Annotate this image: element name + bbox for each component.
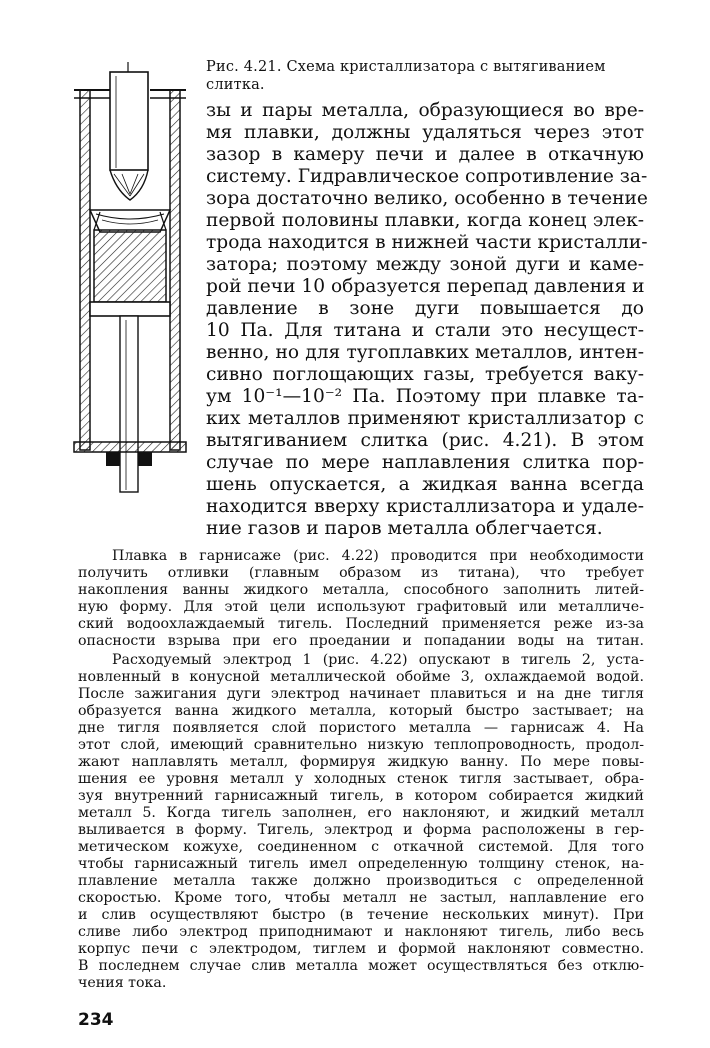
piston-rod — [120, 316, 138, 492]
text-line: образуется ванна жидкого металла, который быстро застывает; на — [78, 703, 644, 719]
text-line: зуя внутренний гарнисажный тигель, в котором собирается жидкий — [78, 788, 644, 804]
text-line: накопления ванны жидкого металла, способного заполнить литей- — [78, 582, 644, 598]
text-line: находится вверху кристаллизатора и удале- — [206, 496, 644, 517]
text-line: чтобы гарнисажный тигель имел определенную толщину стенок, на- — [78, 856, 644, 872]
crystallizer-figure — [66, 62, 194, 502]
text-line: случае по мере наплавления слитка пор- — [206, 452, 644, 473]
liquid-pool — [90, 210, 170, 232]
text-line: зы и пары металла, образующиеся во вре- — [206, 100, 644, 121]
text-line: шения ее уровня металл у холодных стенок тигля застывает, обра- — [78, 771, 644, 787]
text-line: сливе либо электрод приподнимают и наклоняют тигель, либо весь — [78, 924, 644, 940]
text-line: сивно поглощающих газы, требуется ваку- — [206, 364, 644, 385]
crystallizer-diagram — [66, 62, 194, 502]
seal-right — [138, 452, 152, 466]
page-number: 234 — [78, 1010, 114, 1030]
seal-left — [106, 452, 120, 466]
text-line: метическом кожухе, соединенном с откачной системой. Для того — [78, 839, 644, 855]
text-line: жают наплавлять металл, формируя жидкую ванну. По мере повы- — [78, 754, 644, 770]
text-line: получить отливки (главным образом из титана), что требует — [78, 565, 644, 581]
text-line: корпус печи с электродом, тиглем и формой наклоняют совместно. — [78, 941, 644, 957]
text-line: вытягиванием слитка (рис. 4.21). В этом — [206, 430, 644, 451]
text-line: ский водоохлаждаемый тигель. Последний применяется реже из-за — [78, 616, 644, 632]
text-line: Плавка в гарнисаже (рис. 4.22) проводится при необходимости — [112, 548, 644, 564]
text-line: скоростью. Кроме того, чтобы металл не застыл, наплавление его — [78, 890, 644, 906]
figure-caption: Рис. 4.21. Схема кристаллизатора с вытягиванием слитка. — [206, 59, 606, 93]
text-line: трода находится в нижней части кристалли- — [206, 232, 648, 253]
right-wall — [170, 90, 180, 450]
piston — [90, 302, 170, 316]
text-line: первой половины плавки, когда конец элек- — [206, 210, 644, 231]
text-line: зора достаточно велико, особенно в течение — [206, 188, 648, 209]
text-line: ние газов и паров металла облегчается. — [206, 518, 603, 539]
text-line: ких металлов применяют кристаллизатор с — [206, 408, 644, 429]
left-wall — [80, 90, 90, 450]
text-line: затора; поэтому между зоной дуги и каме- — [206, 254, 644, 275]
ingot — [94, 230, 166, 302]
text-line: новленный в конусной металлической обойме 3, охлаждаемой водой. — [78, 669, 644, 685]
text-line: чения тока. — [78, 975, 167, 991]
text-line: мя плавки, должны удаляться через этот — [206, 122, 644, 143]
text-line: давление в зоне дуги повышается до — [206, 298, 644, 319]
text-line: металл 5. Когда тигель заполнен, его наклоняют, и жидкий металл — [78, 805, 644, 821]
text-line: зазор в камеру печи и далее в откачную — [206, 144, 644, 165]
text-line: В последнем случае слив металла может осуществляться без отклю- — [78, 958, 644, 974]
text-line: После зажигания дуги электрод начинает плавиться и на дне тигля — [78, 686, 644, 702]
text-line: 10 Па. Для титана и стали это несущест- — [206, 320, 644, 341]
text-line: венно, но для тугоплавких металлов, интен- — [206, 342, 644, 363]
text-line: систему. Гидравлическое сопротивление за- — [206, 166, 648, 187]
text-line: выливается в форму. Тигель, электрод и форма расположены в гер- — [78, 822, 644, 838]
text-line: Расходуемый электрод 1 (рис. 4.22) опускают в тигель 2, уста- — [112, 652, 644, 668]
text-line: ную форму. Для этой цели используют графитовый или металличе- — [78, 599, 644, 615]
arc-zone — [110, 170, 148, 200]
text-line: ум 10⁻¹—10⁻² Па. Поэтому при плавке та- — [206, 386, 644, 407]
text-line: опасности взрыва при его проедании и попадании воды на титан. — [78, 633, 644, 649]
text-line: и слив осуществляют быстро (в течение нескольких минут). При — [78, 907, 644, 923]
text-line: этот слой, имеющий сравнительно низкую теплопроводность, продол- — [78, 737, 644, 753]
text-line: дне тигля появляется слой пористого металла — гарнисаж 4. На — [78, 720, 644, 736]
text-line: шень опускается, а жидкая ванна всегда — [206, 474, 644, 495]
text-line: плавление металла также должно производиться с определенной — [78, 873, 644, 889]
text-line: рой печи 10 образуется перепад давления и — [206, 276, 645, 297]
